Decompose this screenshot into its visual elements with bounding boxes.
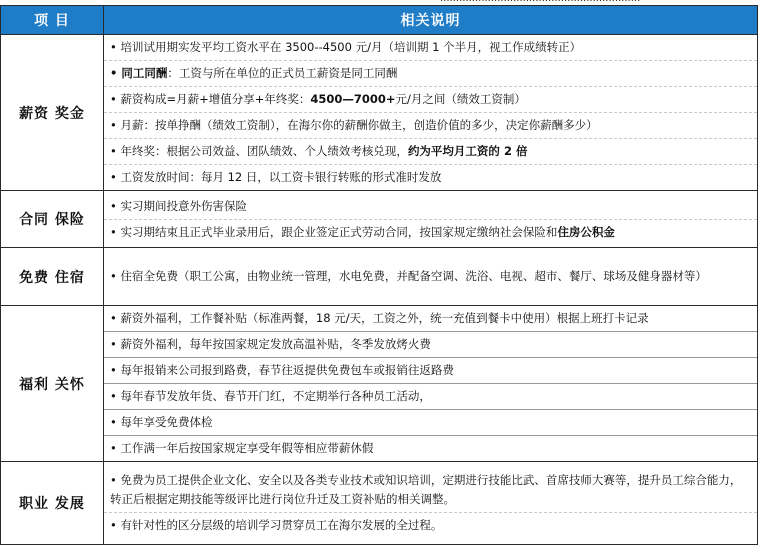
item-text: • 月薪：按单挣酬（绩效工资制），在海尔你的薪酬你做主，创造价值的多少，决定你薪酬多少） (110, 118, 598, 132)
category-housing: 免费 住宿 (1, 248, 104, 306)
contract-items (104, 191, 758, 248)
category-career: 职业 发展 (1, 462, 104, 545)
item-text: • 住宿全免费（职工公寓，由物业统一管理，水电免费，并配备空调、洗浴、电视、超市、餐厅、球场及健身器材等） (110, 269, 707, 283)
item-text: • 薪资外福利，工作餐补贴（标准两餐，18 元/天，工资之外，统一充值到餐卡中使用）根据上班打卡记录 (110, 311, 649, 325)
item-text: • 薪资外福利，每年按国家规定发放高温补贴，冬季发放烤火费 (110, 337, 431, 351)
item-text: • 每年享受免费体检 (110, 415, 213, 429)
list-item (104, 384, 757, 410)
list-item (104, 436, 757, 461)
list-item (104, 61, 757, 87)
list-item (104, 358, 757, 384)
section-salary (1, 35, 758, 191)
item-text: 元/月之间（绩效工资制） (395, 92, 526, 106)
section-career (1, 462, 758, 545)
list-item (104, 220, 757, 245)
item-text: • 薪资构成=月薪+增值分享+年终奖： (110, 92, 311, 106)
welfare-items (104, 306, 758, 462)
salary-items (104, 35, 758, 191)
section-contract (1, 191, 758, 248)
item-bold: 4500—7000+ (310, 92, 396, 106)
list-item (104, 35, 757, 61)
list-item (104, 332, 757, 358)
item-bold: 住房公积金 (557, 224, 615, 239)
header-item: 项 目 (1, 6, 104, 35)
section-housing (1, 248, 758, 306)
item-text: • 每年春节发放年货、春节开门红，不定期举行各种员工活动， (110, 389, 431, 403)
item-bold: 约为平均月工资的 2 倍 (407, 144, 528, 158)
table-header-row (1, 6, 758, 35)
list-item (104, 87, 757, 113)
list-item (104, 165, 757, 190)
item-text: • 有针对性的区分层级的培训学习贯穿员工在海尔发展的全过程。 (110, 518, 443, 532)
category-welfare: 福利 关怀 (1, 306, 104, 462)
item-text: • 培训试用期实发平均工资水平在 3500--4500 元/月（培训期 1 个半月，视工作成绩转正） (110, 40, 582, 54)
list-item (104, 410, 757, 436)
category-salary: 薪资 奖金 (1, 35, 104, 191)
list-item (104, 468, 757, 513)
item-text: • 实习期间投意外伤害保险 (110, 198, 247, 213)
item-text: • 工作满一年后按国家规定享受年假等相应带薪休假 (110, 441, 374, 455)
item-bold: • 同工同酬 (110, 66, 168, 80)
section-welfare (1, 306, 758, 462)
item-text: • 实习期结束且正式毕业录用后，跟企业签定正式劳动合同，按国家规定缴纳社会保险和 (110, 224, 558, 239)
top-cropped-text (440, 0, 760, 4)
item-text: • 每年报销来公司报到路费，春节往返提供免费包车或报销往返路费 (110, 363, 454, 377)
list-item (104, 264, 757, 289)
item-text: • 免费为员工提供企业文化、安全以及各类专业技术或知识培训，定期进行技能比武、首席技师大赛等，提升员工综合能力，转正后根据定期技能等级评比进行岗位升迁及工资补贴的相关调整。 (110, 473, 742, 506)
list-item (104, 513, 757, 538)
item-text: • 年终奖：根据公司效益、团队绩效、个人绩效考核兑现， (110, 144, 408, 158)
item-text: ：工资与所在单位的正式员工薪资是同工同酬 (167, 66, 398, 80)
item-text: • 工资发放时间：每月 12 日，以工资卡银行转账的形式准时发放 (110, 170, 442, 184)
housing-items (104, 248, 758, 306)
list-item (104, 113, 757, 139)
category-contract: 合同 保险 (1, 191, 104, 248)
list-item (104, 306, 757, 332)
list-item (104, 194, 757, 220)
career-items (104, 462, 758, 545)
benefits-table (0, 5, 758, 545)
header-description: 相关说明 (104, 6, 758, 35)
list-item (104, 139, 757, 165)
